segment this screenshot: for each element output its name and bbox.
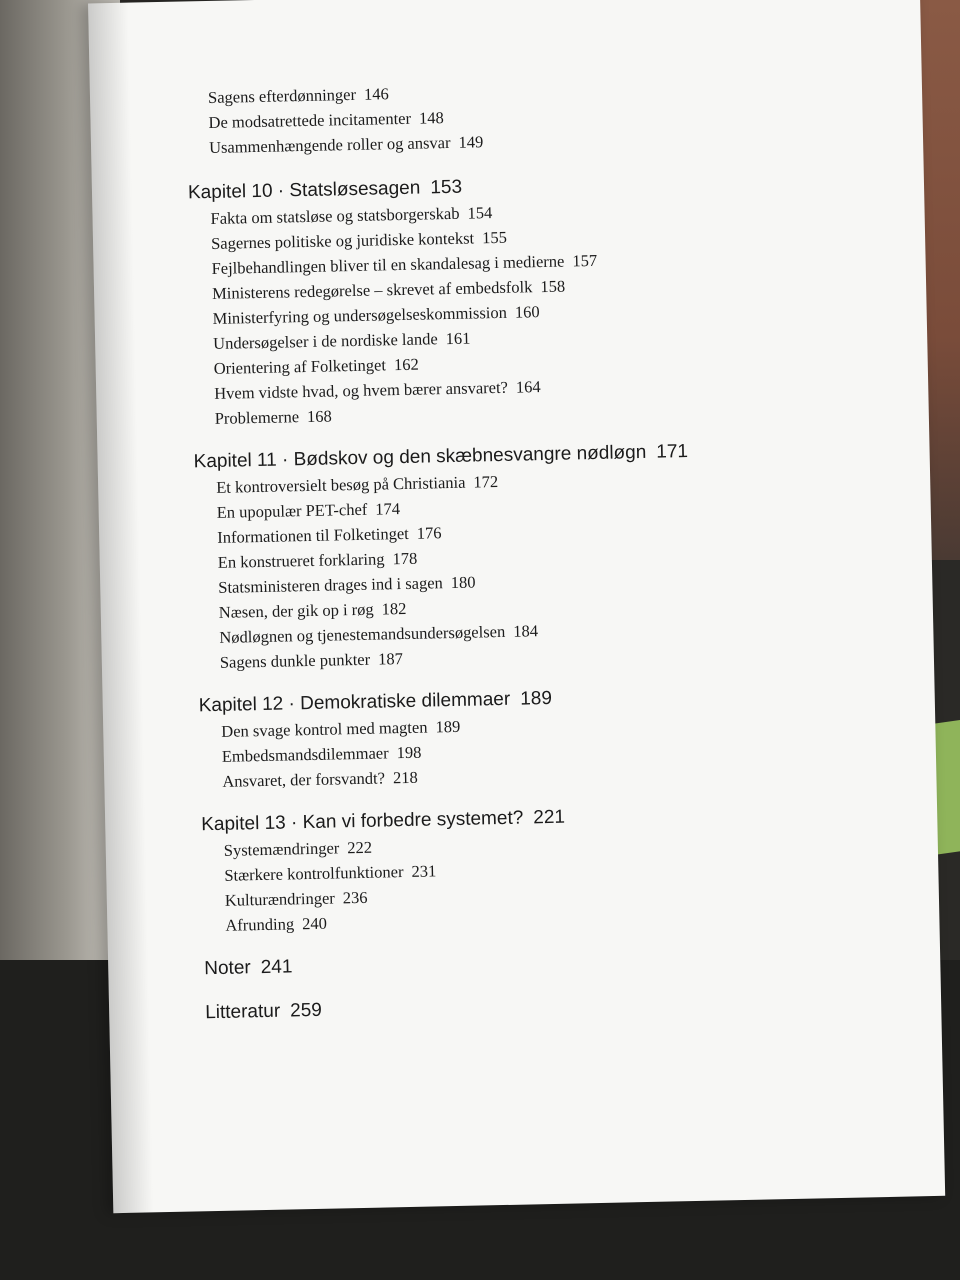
toc-entry: Problemerne 168 bbox=[214, 406, 332, 428]
toc-entry: Nødløgnen og tjenestemandsundersøgelsen 184 bbox=[219, 621, 539, 647]
table-of-contents bbox=[186, 71, 906, 1026]
toc-chapter-12 bbox=[199, 679, 901, 795]
toc-entry: Embedsmandsdilemmaer 198 bbox=[221, 742, 422, 766]
toc-entry: Fejlbehandlingen bliver til en skandalesag i medierne 157 bbox=[211, 250, 598, 278]
toc-entry: Kulturændringer 236 bbox=[224, 887, 368, 910]
toc-entry: Sagernes politiske og juridiske kontekst 155 bbox=[210, 227, 508, 253]
toc-entry: Orientering af Folketinget 162 bbox=[213, 354, 419, 378]
toc-chapter-11 bbox=[193, 435, 898, 676]
toc-entry: Et kontroversielt besøg på Christiania 172 bbox=[216, 472, 499, 497]
toc-entry: Undersøgelser i de nordiske lande 161 bbox=[212, 328, 471, 353]
chapter-heading: Kapitel 12 · Demokratiske dilemmaer 189 bbox=[198, 687, 553, 717]
chapter-heading: Kapitel 11 · Bødskov og den skæbnesvangre nødløgn 171 bbox=[193, 441, 689, 473]
chapter-heading: Kapitel 10 · Statsløsesagen 153 bbox=[187, 176, 463, 204]
toc-chapter-10 bbox=[188, 166, 893, 432]
toc-entry: Systemændringer 222 bbox=[223, 837, 373, 860]
toc-entry: En upopulær PET-chef 174 bbox=[216, 499, 401, 522]
toc-entry: Ministerfyring og undersøgelseskommission 160 bbox=[212, 302, 540, 328]
toc-entry: Hvem vidste hvad, og hvem bærer ansvaret? 164 bbox=[214, 377, 541, 403]
toc-entry: Statsministeren drages ind i sagen 180 bbox=[218, 572, 476, 597]
toc-entry: Fakta om statsløse og statsborgerskab 154 bbox=[210, 203, 493, 228]
toc-entry: Sagens efterdønninger 146 bbox=[207, 84, 389, 107]
toc-entry: En konstrueret forklaring 178 bbox=[217, 548, 418, 572]
toc-entry: Ansvaret, der forsvandt? 218 bbox=[222, 767, 418, 791]
book-page bbox=[88, 0, 945, 1213]
toc-entry: Sagens dunkle punkter 187 bbox=[219, 649, 404, 672]
toc-entry: Stærkere kontrolfunktioner 231 bbox=[224, 861, 437, 885]
toc-entry: Usammenhængende roller og ansvar 149 bbox=[208, 132, 484, 157]
toc-entry: Afrunding 240 bbox=[225, 913, 328, 935]
toc-lead-block bbox=[186, 71, 887, 161]
toc-entry: Informationen til Folketinget 176 bbox=[217, 523, 442, 547]
section-notes: Noter 241 bbox=[204, 956, 293, 980]
section-literature: Litteratur 259 bbox=[204, 999, 323, 1024]
toc-entry: Næsen, der gik op i røg 182 bbox=[218, 598, 407, 622]
toc-entry: De modsatrettede incitamenter 148 bbox=[208, 108, 444, 132]
toc-chapter-13 bbox=[201, 798, 903, 939]
chapter-heading: Kapitel 13 · Kan vi forbedre systemet? 221 bbox=[201, 806, 566, 836]
toc-entry: Ministerens redegørelse – skrevet af embedsfolk 158 bbox=[211, 276, 566, 303]
toc-entry: Den svage kontrol med magten 189 bbox=[221, 716, 461, 741]
